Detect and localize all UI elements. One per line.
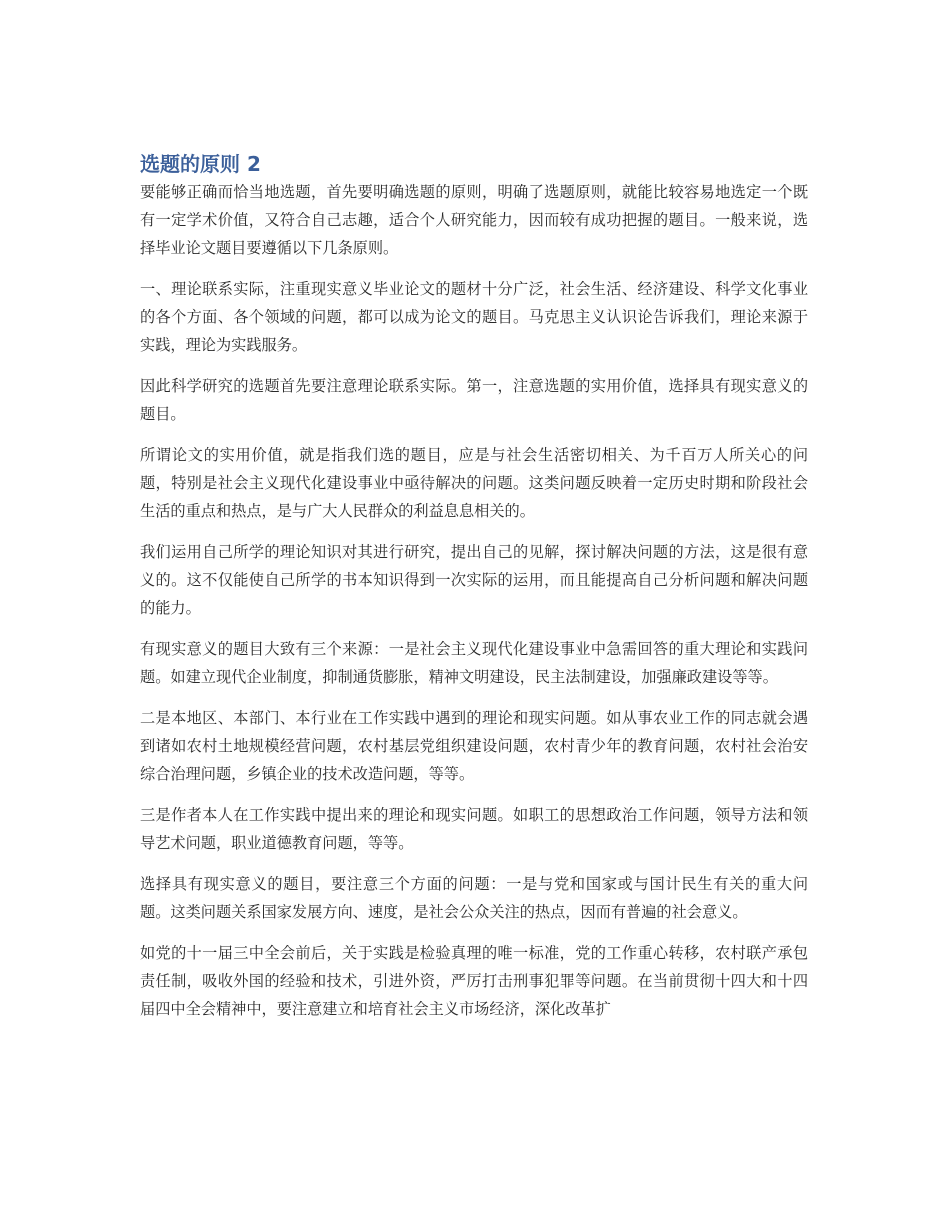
paragraph-7: 二是本地区、本部门、本行业在工作实践中遇到的理论和现实问题。如从事农业工作的同志就会遇到诸如农村土地规模经营问题，农村基层党组织建设问题，农村青少年的教育问题，农村社会治安综合治理问题，乡镇企业的技术改造问题，等等。: [140, 709, 808, 783]
paragraph-2: 一、理论联系实际，注重现实意义毕业论文的题材十分广泛，社会生活、经济建设、科学文化事业的各个方面、各个领域的问题，都可以成为论文的题目。马克思主义认识论告诉我们，理论来源于实践，理论为实践服务。: [140, 280, 808, 354]
paragraph-3: 因此科学研究的选题首先要注意理论联系实际。第一，注意选题的实用价值，选择具有现实意义的题目。: [140, 377, 808, 423]
paragraph-6: 有现实意义的题目大致有三个来源：一是社会主义现代化建设事业中急需回答的重大理论和实践问题。如建立现代企业制度，抑制通货膨胀，精神文明建设，民主法制建设，加强廉政建设等等。: [140, 640, 808, 686]
paragraph-9: 选择具有现实意义的题目，要注意三个方面的问题：一是与党和国家或与国计民生有关的重大问题。这类问题关系国家发展方向、速度，是社会公众关注的热点，因而有普遍的社会意义。: [140, 875, 808, 921]
document-title: 选题的原则 2: [140, 152, 261, 176]
paragraph-5: 我们运用自己所学的理论知识对其进行研究，提出自己的见解，探讨解决问题的方法，这是很有意义的。这不仅能使自己所学的书本知识得到一次实际的运用，而且能提高自己分析问题和解决问题的能力。: [140, 543, 808, 617]
paragraph-10: 如党的十一届三中全会前后，关于实践是检验真理的唯一标准，党的工作重心转移，农村联产承包责任制，吸收外国的经验和技术，引进外资，严厉打击刑事犯罪等问题。在当前贯彻十四大和十四届四中全会精神中，要注意建立和培育社会主义市场经济，深化改革扩: [140, 944, 808, 1018]
paragraph-1: 要能够正确而恰当地选题，首先要明确选题的原则，明确了选题原则，就能比较容易地选定一个既有一定学术价值，又符合自己志趣，适合个人研究能力，因而较有成功把握的题目。一般来说，选择毕业论文题目要遵循以下几条原则。: [140, 183, 808, 257]
paragraph-8: 三是作者本人在工作实践中提出来的理论和现实问题。如职工的思想政治工作问题，领导方法和领导艺术问题，职业道德教育问题，等等。: [140, 806, 808, 852]
paragraph-4: 所谓论文的实用价值，就是指我们选的题目，应是与社会生活密切相关、为千百万人所关心的问题，特别是社会主义现代化建设事业中亟待解决的问题。这类问题反映着一定历史时期和阶段社会生活的重点和热点，是与广大人民群众的利益息息相关的。: [140, 446, 808, 520]
document-page: [140, 150, 808, 1036]
